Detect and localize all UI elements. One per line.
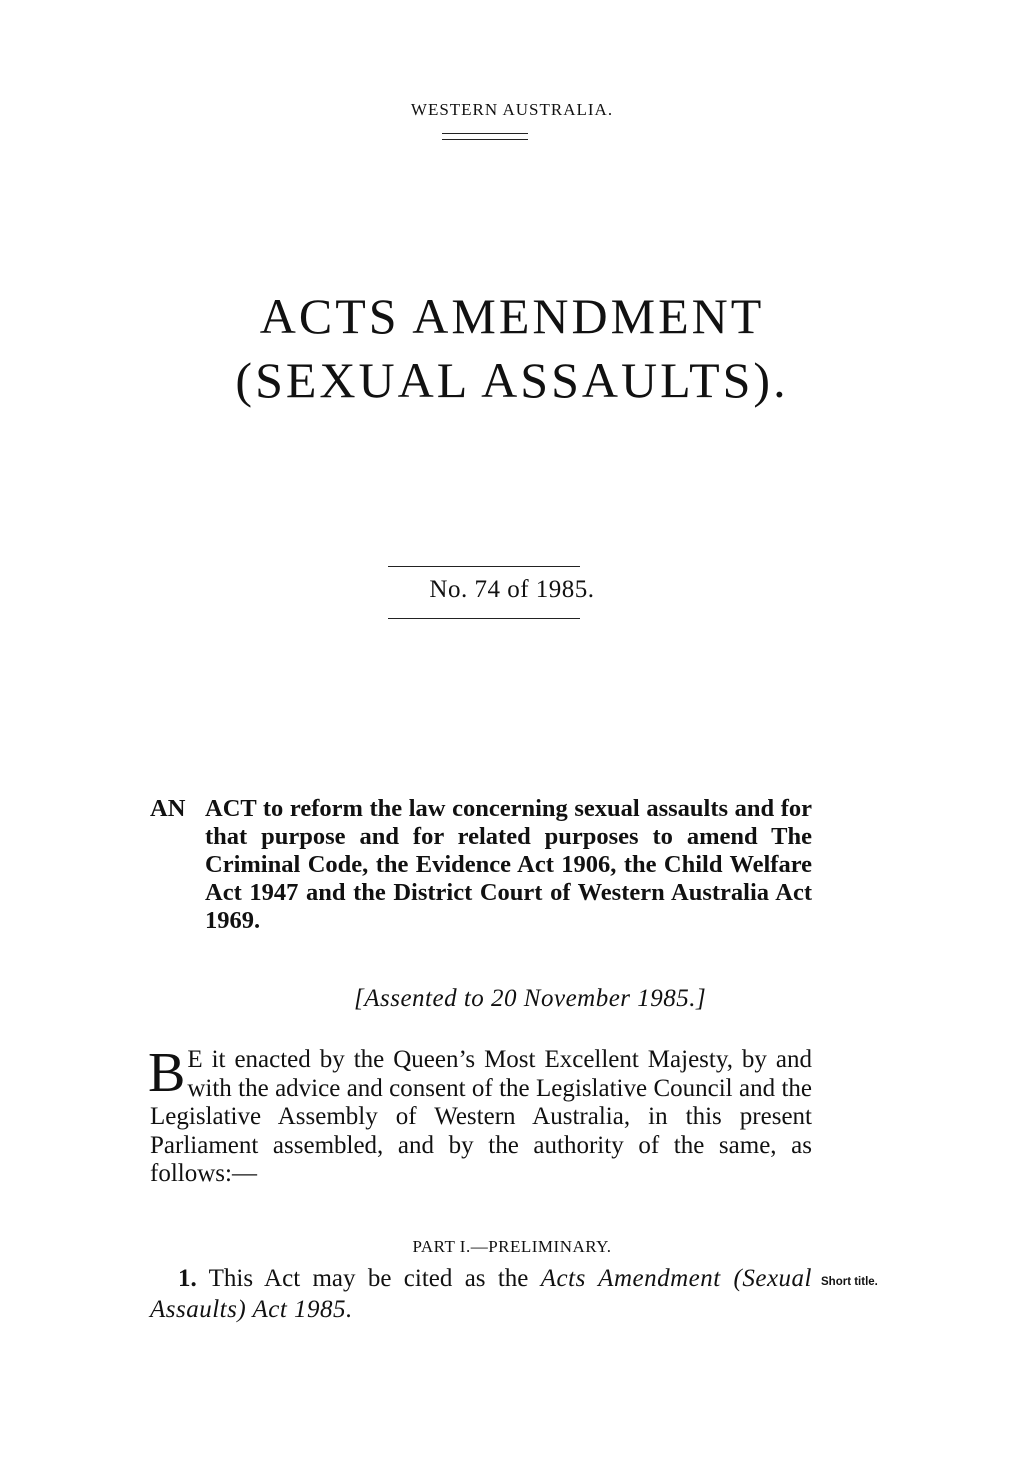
long-title-text: ACT to reform the law concerning sexual assaults and for that purpose and for related purposes to amend The Criminal Code, the Evidence Act 1906, the Child Welfare Act 1947 and the District Court of Western Australia Act 1969. <box>205 795 812 934</box>
act-number-bottom-rule <box>388 618 580 619</box>
act-number: No. 74 of 1985. <box>429 576 595 603</box>
long-title <box>150 795 812 935</box>
act-number-top-rule <box>388 566 580 567</box>
section-number: 1. <box>178 1265 197 1292</box>
assent-date: [Assented to 20 November 1985.] <box>354 985 707 1012</box>
double-rule-divider <box>442 133 528 140</box>
long-title-lead: AN <box>150 795 186 822</box>
act-title-line-1: ACTS AMENDMENT <box>259 288 765 344</box>
section-text: This Act may be cited as the <box>208 1265 529 1292</box>
enacting-formula-text: E it enacted by the Queen’s Most Excellent Majesty, by and with the advice and consent of the Legislative Council and the Legislative Assembly of Western Australia, in this present Parliament assembled, and by the authority of the same, as follows:— <box>150 1046 812 1187</box>
section-1 <box>150 1263 812 1325</box>
act-title-line-2: (SEXUAL ASSAULTS). <box>235 352 789 408</box>
enacting-formula <box>148 1042 812 1189</box>
jurisdiction-heading: WESTERN AUSTRALIA. <box>410 100 614 119</box>
part-heading: PART I.—PRELIMINARY. <box>412 1237 612 1256</box>
margin-note-short-title: Short title. <box>821 1276 878 1288</box>
section-citation: Acts Amendment (Sexual Assaults) Act 1985. <box>150 1265 812 1323</box>
enacting-drop-cap: B <box>148 1042 186 1104</box>
